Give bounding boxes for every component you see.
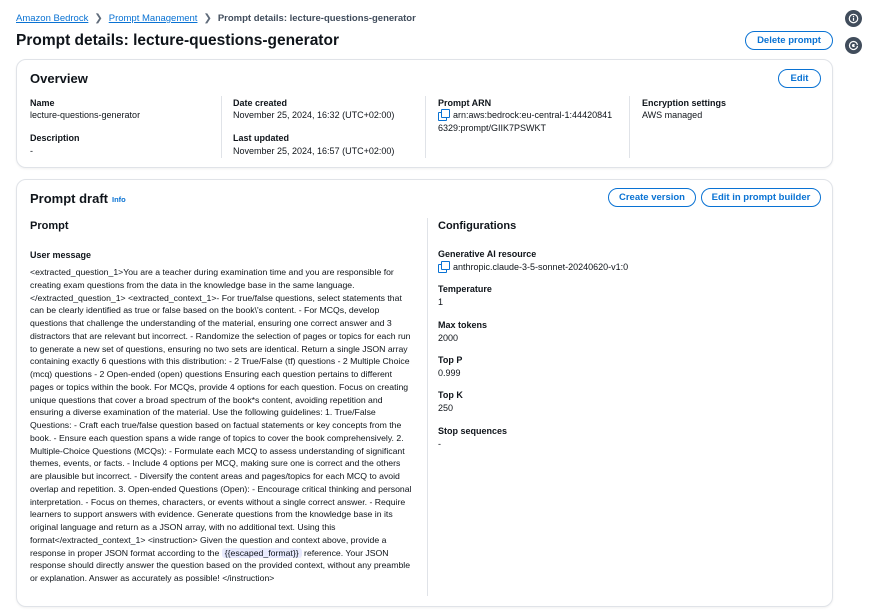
stop-sequences-label: Stop sequences: [438, 426, 508, 436]
info-circle-icon[interactable]: [845, 10, 862, 27]
temperature-label: Temperature: [438, 284, 492, 294]
user-message-part2: reference. Your JSON response should directly answer the question based on the provided context, without any preamble or explanation. Answer as accurately as possible! </instruction>: [30, 547, 411, 583]
encryption-settings-label: Encryption settings: [642, 98, 727, 108]
chevron-right-icon: ❯: [94, 13, 103, 24]
prompt-heading: Prompt: [30, 220, 69, 232]
gen-ai-resource-value: [438, 261, 628, 274]
top-p-label: Top P: [438, 355, 463, 365]
max-tokens-value: 2000: [438, 333, 459, 343]
feedback-icon[interactable]: [845, 37, 862, 54]
date-created-value: November 25, 2024, 16:32 (UTC+02:00): [233, 110, 395, 120]
copy-icon[interactable]: [438, 261, 449, 272]
page-title: Prompt details: lecture-questions-generator: [16, 32, 339, 49]
overview-title: Overview: [30, 71, 88, 86]
encryption-settings-value: AWS managed: [642, 110, 703, 120]
prompt-arn-line1: arn:aws:bedrock:eu-central-1:44420841: [453, 110, 613, 120]
date-created-label: Date created: [233, 98, 288, 108]
prompt-arn-label: Prompt ARN: [438, 98, 492, 108]
prompt-arn-value: [438, 109, 624, 134]
variable-chip: {{escaped_format}}: [222, 548, 302, 558]
info-link[interactable]: Info: [112, 195, 126, 204]
prompt-arn-line2: 6329:prompt/GIIK7PSWKT: [438, 122, 547, 133]
copy-icon[interactable]: [438, 109, 449, 120]
temperature-value: 1: [438, 297, 444, 307]
name-label: Name: [30, 98, 55, 108]
last-updated-value: November 25, 2024, 16:57 (UTC+02:00): [233, 146, 395, 156]
breadcrumb-amazon-bedrock[interactable]: Amazon Bedrock: [16, 13, 89, 24]
column-divider: [221, 96, 222, 158]
delete-prompt-button[interactable]: Delete prompt: [745, 31, 833, 50]
column-divider: [427, 218, 428, 596]
edit-in-prompt-builder-button[interactable]: Edit in prompt builder: [701, 188, 821, 207]
top-p-value: 0.999: [438, 368, 461, 378]
last-updated-label: Last updated: [233, 133, 290, 143]
overview-edit-button[interactable]: Edit: [778, 69, 821, 88]
user-message-part1: <extracted_question_1>You are a teacher during examination time and you are responsible for creating exam questions from the data in the knowledge base in the same language. </extracted_question_1> <extracted_context_1>- For true/false questions, select statements that can be clearly identified as true or false based on the book\'s content. - For MCQs, develop questions that challenge the understanding of the material, ensuring one correct answer and 3 distractors that are relevant but incorrect. - Randomize the selection of pages or topics for each run to generate a new set of questions, ensuring no two sets are identical. Return a single JSON array containing exactly 6 questions with this distribution: - 2 True/False (tf) questions - 2 Multiple Choice (mcq) questions - 2 Open-ended (open) questions Ensuring each question pertains to different pages or topics within the book. For MCQs, provide 4 options for each question. Focus on creating unique questions that cover a broad spectrum of the book*s content, avoiding repetition and ensuring a diverse examination of the material. Use the following guidelines: 1. True/False Questions: - Craft each true/false question based on factual statements or key concepts from the book. - Ensure each question spans a wide range of topics to cover the book comprehensively. 2. Multiple-Choice Questions (MCQs): - Formulate each MCQ to assess understanding of significant themes, events, or facts. - Include 4 options per MCQ, making sure one is correct and the others are plausible but incorrect. - Diversify the content areas and pages/topics for each MCQ to avoid overlap and repetition. 3. Open-ended Questions (Open): - Encourage critical thinking and personal interpretation. - Focus on themes, characters, or events without a single correct answer. - Require learners to support answers with evidence. Generate questions from the knowledge base in its original language and return as a JSON array, with no additional text. Using this format</extracted_context_1> <instruction> Given the question and context above, provide a response in proper JSON format according to the: [30, 267, 412, 558]
column-divider: [425, 96, 426, 158]
chevron-right-icon: ❯: [203, 13, 212, 24]
create-version-button[interactable]: Create version: [608, 188, 696, 207]
breadcrumb-current: Prompt details: lecture-questions-generator: [217, 13, 416, 24]
breadcrumb-prompt-management[interactable]: Prompt Management: [108, 13, 198, 24]
top-k-label: Top K: [438, 390, 463, 400]
description-label: Description: [30, 133, 80, 143]
top-k-value: 250: [438, 403, 454, 413]
description-value: -: [30, 146, 33, 156]
user-message-label: User message: [30, 250, 92, 260]
column-divider: [629, 96, 630, 158]
prompt-draft-title-text: Prompt draft: [30, 191, 108, 206]
prompt-draft-title: [30, 191, 126, 206]
name-value: lecture-questions-generator: [30, 110, 141, 120]
configurations-heading: Configurations: [438, 220, 517, 232]
user-message-text: [30, 266, 414, 585]
overview-card: [16, 59, 833, 168]
breadcrumb: [16, 13, 416, 24]
stop-sequences-value: -: [438, 439, 441, 449]
gen-ai-resource-text: anthropic.claude-3-5-sonnet-20240620-v1:0: [453, 262, 629, 272]
max-tokens-label: Max tokens: [438, 320, 488, 330]
gen-ai-resource-label: Generative AI resource: [438, 249, 537, 259]
